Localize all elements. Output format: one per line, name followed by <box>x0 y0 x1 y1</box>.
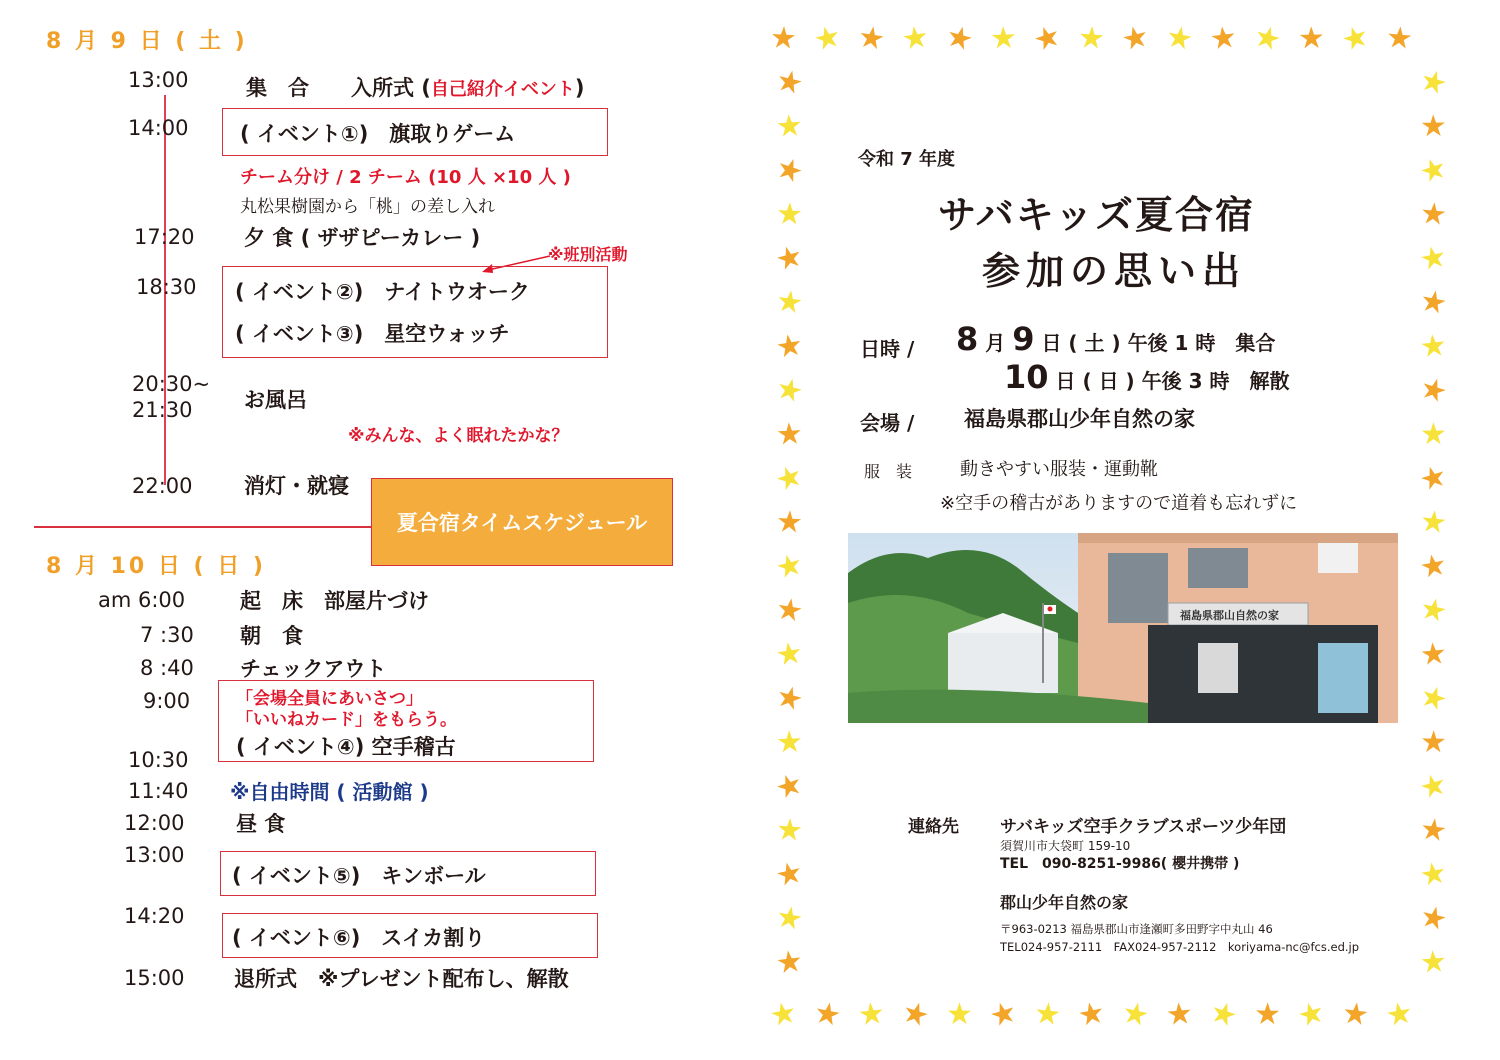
star-icon: ★ <box>772 370 807 411</box>
time: 14:20 <box>124 904 185 928</box>
star-icon: ★ <box>775 416 804 453</box>
time: 12:00 <box>124 811 185 835</box>
star-icon: ★ <box>773 898 806 939</box>
star-icon: ★ <box>1249 17 1286 60</box>
year-label: 令和 7 年度 <box>858 149 956 170</box>
nature-center-contact: TEL024-957-2111 FAX024-957-2112 koriyama-nc@fcs.ed.jp <box>1000 940 1360 954</box>
star-icon: ★ <box>773 943 805 982</box>
day2-date: 8 月 10 日 ( 日 ) <box>46 554 266 579</box>
star-icon: ★ <box>856 995 887 1034</box>
star-icon: ★ <box>1420 417 1447 452</box>
title-line2: 参加の思い出 <box>982 249 1247 293</box>
star-icon: ★ <box>1416 898 1451 939</box>
event-text: ( イベント③) 星空ウォッチ <box>235 322 510 346</box>
star-icon: ★ <box>773 635 806 674</box>
nature-center-address: 〒963-0213 福島県郡山市逢瀬町多田野字中丸山 46 <box>1000 922 1273 936</box>
time: 11:40 <box>128 779 189 803</box>
star-icon: ★ <box>1384 19 1415 58</box>
time: 9:00 <box>143 689 191 713</box>
star-icon: ★ <box>775 504 804 541</box>
star-icon: ★ <box>1419 724 1448 761</box>
time: 13:00 <box>124 843 185 867</box>
star-icon: ★ <box>1118 994 1153 1035</box>
star-icon: ★ <box>1074 994 1108 1035</box>
star-icon: ★ <box>1207 19 1239 58</box>
datetime-label: 日時 / <box>860 337 915 361</box>
star-icon: ★ <box>771 238 807 279</box>
datetime-line2: 10 日 ( 日 ) 午後 3 時 解散 <box>1004 358 1290 396</box>
contact-label: 連絡先 <box>908 817 959 837</box>
star-border <box>766 17 1460 1040</box>
star-icon: ★ <box>772 678 808 719</box>
star-icon: ★ <box>985 993 1022 1036</box>
title-line1: サバキッズ夏合宿 <box>938 193 1255 237</box>
venue: 福島県郡山少年自然の家 <box>964 407 1195 431</box>
star-icon: ★ <box>1416 546 1450 587</box>
day1-date: 8 月 9 日 ( 土 ) <box>46 29 248 54</box>
star-icon: ★ <box>989 20 1018 57</box>
event-text: ( イベント①) 旗取りゲーム <box>240 122 516 146</box>
star-icon: ★ <box>1417 282 1451 323</box>
note-red: チーム分け / 2 チーム (10 人 ×10 人 ) <box>240 167 571 188</box>
star-icon: ★ <box>774 812 805 849</box>
star-icon: ★ <box>1418 944 1449 981</box>
schedule-label: 夏合宿タイムスケジュール <box>371 478 673 566</box>
event-text: 消灯・就寝 <box>244 474 349 498</box>
star-icon: ★ <box>1337 17 1374 60</box>
star-icon: ★ <box>1118 18 1153 59</box>
building-photo <box>848 533 1398 723</box>
time: 17:20 <box>134 225 195 249</box>
star-icon: ★ <box>897 993 934 1036</box>
star-icon: ★ <box>942 18 978 59</box>
star-icon: ★ <box>773 327 806 366</box>
divider <box>34 526 372 528</box>
star-icon: ★ <box>1416 590 1451 631</box>
club-address: 須賀川市大袋町 159-10 <box>1000 839 1131 853</box>
star-icon: ★ <box>1418 811 1449 850</box>
star-icon: ★ <box>770 765 808 808</box>
note-red: 「いいねカード」をもらう。 <box>236 710 457 730</box>
star-icon: ★ <box>772 546 807 587</box>
star-icon: ★ <box>773 283 806 322</box>
note-red: ※みんな、よく眠れたかな？ <box>348 426 569 446</box>
note-red: 「会場全員にあいさつ」 <box>236 689 423 709</box>
event-text: 退所式 ※プレゼント配布し、解散 <box>234 967 569 991</box>
event-text: 起 床 部屋片づけ <box>240 589 429 613</box>
time: 21:30 <box>132 398 193 422</box>
star-icon: ★ <box>1383 994 1416 1035</box>
star-icon: ★ <box>1416 238 1451 279</box>
event-text: 朝 食 <box>240 624 303 648</box>
club-name: サバキッズ空手クラブスポーツ少年団 <box>1000 817 1287 837</box>
star-icon: ★ <box>1418 327 1449 366</box>
star-icon: ★ <box>1418 635 1449 674</box>
star-icon: ★ <box>770 457 808 500</box>
star-icon: ★ <box>1205 993 1242 1036</box>
event-text: ( イベント④) 空手稽古 <box>236 735 456 759</box>
star-icon: ★ <box>1340 995 1371 1034</box>
star-icon: ★ <box>775 724 804 761</box>
venue-label: 会場 / <box>860 411 915 435</box>
star-icon: ★ <box>772 62 807 103</box>
star-icon: ★ <box>1163 18 1196 59</box>
star-icon: ★ <box>1297 20 1326 57</box>
star-icon: ★ <box>1076 20 1107 57</box>
event-text: 集 合 入所式 (自己紹介イベント) <box>246 76 585 100</box>
star-icon: ★ <box>1415 149 1452 192</box>
star-icon: ★ <box>766 994 801 1035</box>
event-text: チェックアウト <box>240 657 387 681</box>
star-icon: ★ <box>1415 369 1452 412</box>
star-icon: ★ <box>775 196 804 233</box>
star-icon: ★ <box>1415 457 1452 500</box>
time: 20:30~ <box>132 372 211 396</box>
star-icon: ★ <box>772 854 807 895</box>
nature-center-name: 郡山少年自然の家 <box>1000 893 1129 912</box>
star-icon: ★ <box>1417 854 1450 895</box>
side-note-red: ※班別活動 <box>548 245 628 264</box>
star-icon: ★ <box>771 149 809 192</box>
time: 8 :40 <box>140 656 194 680</box>
time: 14:00 <box>128 116 189 140</box>
star-icon: ★ <box>811 994 845 1035</box>
datetime-line1: 8 月 9 日 ( 土 ) 午後 1 時 集合 <box>956 320 1276 358</box>
star-icon: ★ <box>946 997 973 1032</box>
star-icon: ★ <box>1418 195 1449 234</box>
star-icon: ★ <box>769 20 798 57</box>
star-icon: ★ <box>1164 995 1195 1034</box>
dress-note: ※空手の稽古がありますので道着も忘れずに <box>940 493 1298 514</box>
star-icon: ★ <box>810 18 845 59</box>
event-text: ( イベント②) ナイトウオーク <box>235 280 530 304</box>
time: 18:30 <box>136 275 197 299</box>
time: am 6:00 <box>98 588 186 612</box>
star-icon: ★ <box>773 591 806 630</box>
star-icon: ★ <box>1415 61 1452 104</box>
star-icon: ★ <box>1253 996 1282 1033</box>
star-icon: ★ <box>1415 765 1452 808</box>
time: 13:00 <box>128 68 189 92</box>
star-icon: ★ <box>1418 503 1449 542</box>
note: 丸松果樹園から「桃」の差し入れ <box>240 197 495 217</box>
time: 15:00 <box>124 966 185 990</box>
star-icon: ★ <box>855 19 888 58</box>
star-icon: ★ <box>1415 677 1452 720</box>
time: 22:00 <box>132 474 193 498</box>
time: 7 :30 <box>140 623 194 647</box>
event-text: ( イベント⑤) キンボール <box>232 864 486 888</box>
dress: 動きやすい服装・運動靴 <box>960 459 1158 480</box>
building-sign: 福島県郡山自然の家 <box>1180 609 1279 622</box>
event-text: 夕 食 ( ザザピーカレー ) <box>244 226 481 250</box>
star-icon: ★ <box>1032 995 1063 1034</box>
event-text: お風呂 <box>244 388 307 412</box>
event-text: 昼 食 <box>236 812 286 836</box>
star-icon: ★ <box>1419 108 1448 145</box>
club-tel: TEL 090-8251-9986( 櫻井携帯 ) <box>1000 856 1240 872</box>
star-icon: ★ <box>1028 17 1066 60</box>
star-icon: ★ <box>899 19 932 58</box>
note-blue: ※自由時間 ( 活動館 ) <box>230 780 429 804</box>
star-icon: ★ <box>1293 993 1330 1036</box>
event-text: ( イベント⑥) スイカ割り <box>232 926 486 950</box>
star-icon: ★ <box>774 108 805 145</box>
dress-label: 服 装 <box>864 462 913 481</box>
time: 10:30 <box>128 748 189 772</box>
